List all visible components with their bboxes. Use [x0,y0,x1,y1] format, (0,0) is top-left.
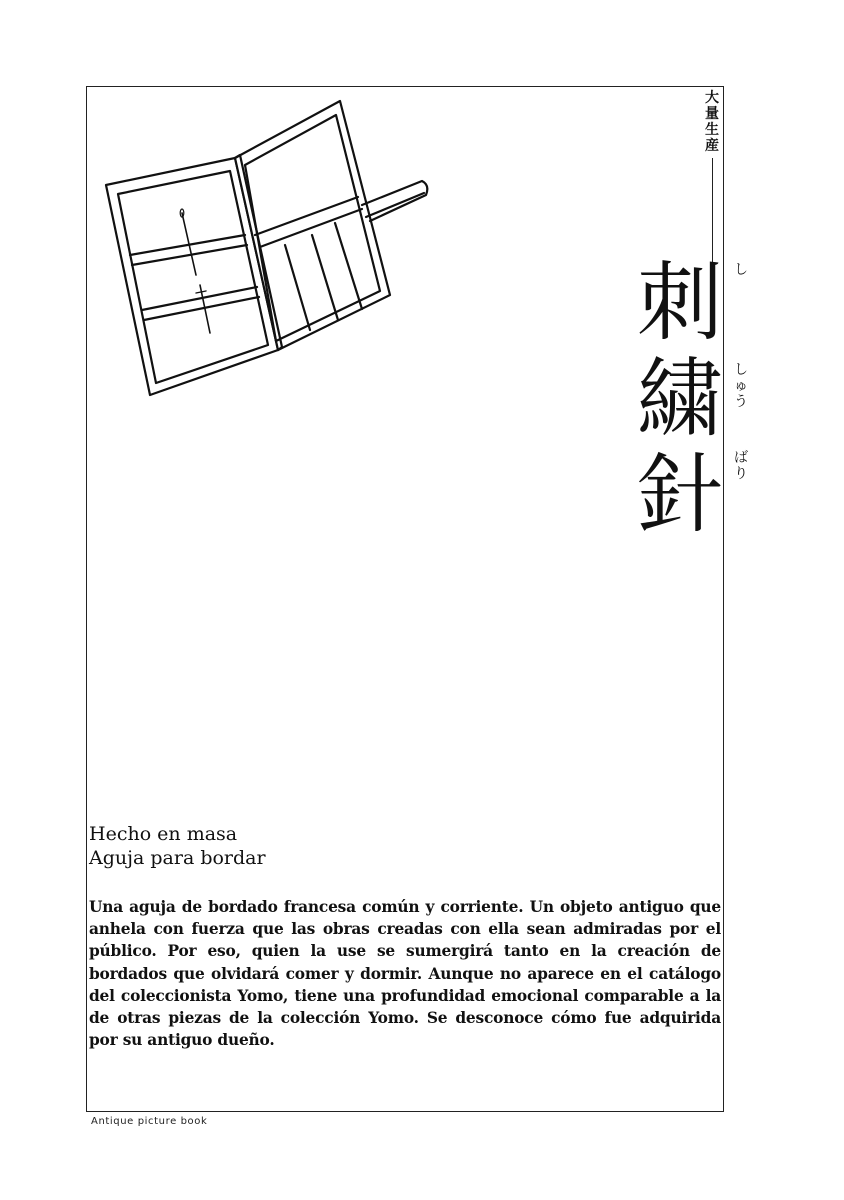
vertical-char: 量 [705,106,719,122]
furigana-char: しゅ [734,362,748,394]
furigana-3 [728,450,754,482]
item-description: Una aguja de bordado francesa común y corriente. Un objeto antiguo que anhela con fuerza que las obras creadas con ella sean admiradas por el público. Por eso, quien la use se sumergirá tanto en la creación de bordados que olvidará comer y dormir. Aunque no aparece en el catálogo del coleccionista Yomo, tiene una profundidad emocional comparable a la de otras piezas de la colección Yomo. Se desconoce cómo fue adquirida por su antiguo dueño. [89,898,721,1050]
vertical-char: 大 [705,90,719,106]
furigana-2 [728,362,754,410]
furigana-char: り [734,466,748,482]
furigana-1 [728,262,754,278]
furigana-char: し [734,262,748,278]
item-category: Hecho en masa [89,823,238,845]
furigana-char: う [734,394,748,410]
title-kanji: 針 [637,445,723,545]
needle-case-illustration [100,95,440,405]
title-kanji: 繍 [637,349,723,449]
vertical-divider [712,158,713,262]
footer-label: Antique picture book [91,1116,208,1127]
furigana-char: ば [734,450,748,466]
item-name: Aguja para bordar [89,847,266,869]
title-kanji: 刺 [637,253,723,353]
mass-produced-vertical-label [702,90,722,154]
item-title-kanji [630,255,730,543]
vertical-char: 生 [705,122,719,138]
vertical-char: 産 [705,138,719,154]
